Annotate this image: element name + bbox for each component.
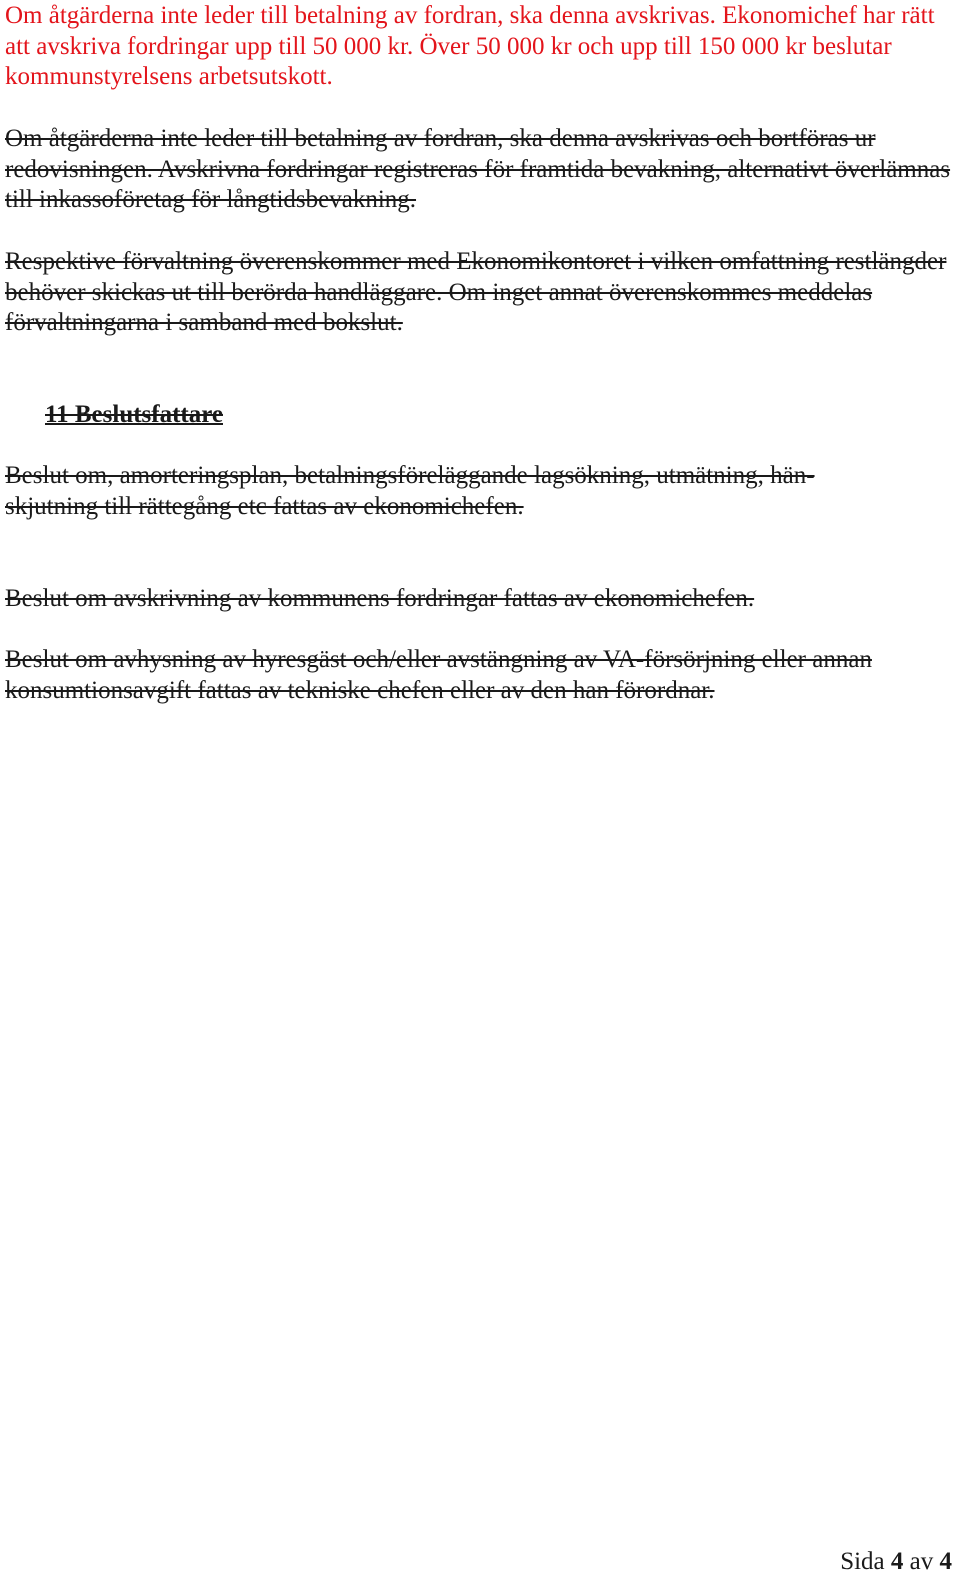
footer-separator: av [909, 1548, 934, 1575]
paragraph-deleted-decision-amortization: Beslut om, amorteringsplan, betalningsföreläggande lagsökning, utmätning, hän-skjutning till rättegång etc fattas av ekonomichefen. [5, 462, 815, 520]
footer-current-page: 4 [890, 1548, 904, 1575]
footer-prefix: Sida [840, 1548, 885, 1575]
section-heading: 11 Beslutsfattare [45, 401, 223, 428]
paragraph-deleted-write-off: Om åtgärderna inte leder till betalning av fordran, ska denna avskrivas och bortföras ur redovisningen. Avskrivna fordringar registreras för framtida bevakning, alternativt överlämnas till inkassoföretag för långtidsbevakning. [5, 125, 951, 214]
footer-total-pages: 4 [939, 1548, 952, 1575]
paragraph-added-write-off-authority: Om åtgärderna inte leder till betalning av fordran, ska denna avskrivas. Ekonomichef har rätt att avskriva fordringar upp till 50 000 kr. Över 50 000 kr och upp till 150 000 kr beslutar kommunstyrelsens arbetsutskott. [5, 2, 935, 91]
paragraph-deleted-decision-write-off: Beslut om avskrivning av kommunens fordringar fattas av ekonomichefen. [5, 585, 755, 612]
page-number-footer [840, 1547, 952, 1577]
paragraph-deleted-remittance-lists: Respektive förvaltning överenskommer med Ekonomikontoret i vilken omfattning restlängder behöver skickas ut till berörda handläggare. Om inget annat överenskommes meddelas förvaltningarna i samband med bokslut. [5, 248, 947, 337]
paragraph-deleted-decision-eviction: Beslut om avhysning av hyresgäst och/eller avstängning av VA-försörjning eller annan konsumtionsavgift fattas av tekniske chefen eller av den han förordnar. [5, 646, 872, 704]
